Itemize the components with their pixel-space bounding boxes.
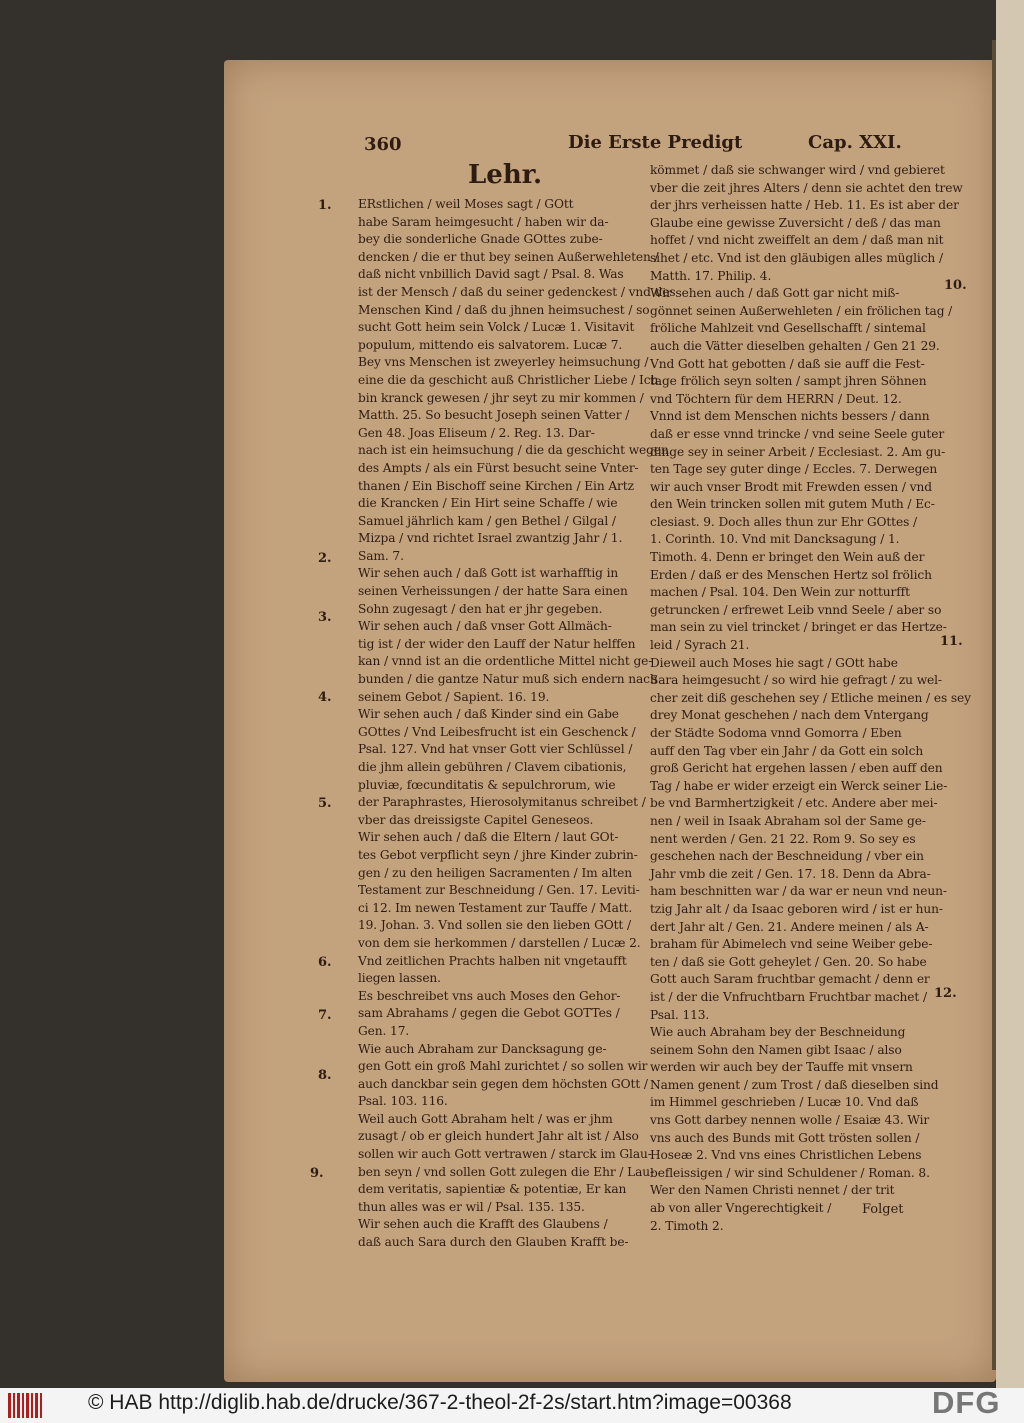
text-line: vber die zeit jhres Alters / denn sie achtet den trew <box>650 180 963 195</box>
text-line: im Himmel geschrieben / Lucæ 10. Vnd daß <box>650 1095 919 1110</box>
text-line: ham beschnitten war / da war er neun vnd neun- <box>650 884 947 899</box>
text-line: sollen wir auch Gott vertrawen / starck im Glau- <box>358 1147 652 1162</box>
text-line: Timoth. 4. Denn er bringet den Wein auß der <box>650 550 925 565</box>
text-line: clesiast. 9. Doch alles thun zur Ehr GOttes / <box>650 514 918 529</box>
text-line: vnd Töchtern für dem HERRN / Deut. 12. <box>650 391 902 406</box>
text-line: zusagt / ob er gleich hundert Jahr alt ist / Also <box>358 1129 639 1144</box>
text-line: man sein zu viel trincket / bringet er das Hertze- <box>650 620 947 635</box>
text-line: Wir sehen auch / daß Kinder sind ein Gabe <box>358 707 619 722</box>
text-line: tig ist / der wider den Lauff der Natur helffen <box>358 636 636 651</box>
text-line: Wir sehen auch / daß vnser Gott Allmäch- <box>358 619 612 634</box>
section-heading: Lehr. <box>468 160 543 190</box>
text-line: getruncken / erfrewet Leib vnnd Seele / aber so <box>650 602 942 617</box>
text-line: Gen 48. Joas Eliseum / 2. Reg. 13. Dar- <box>358 425 595 440</box>
adjacent-page-edge <box>996 0 1024 1388</box>
text-line: der jhrs verheissen hatte / Heb. 11. Es ist aber der <box>650 198 959 213</box>
text-line: die Krancken / Ein Hirt seine Schaffe / wie <box>358 496 618 511</box>
text-line: gönnet seinen Außerwehleten / ein frölichen tag / <box>650 303 953 318</box>
copyright-url-text: © HAB http://diglib.hab.de/drucke/367-2-theol-2f-2s/start.htm?image=00368 <box>88 1391 792 1414</box>
text-line: ten Tage sey guter dinge / Eccles. 7. Derwegen <box>650 462 938 477</box>
text-line: ten / daß sie Gott geheylet / Gen. 20. So habe <box>650 954 927 969</box>
text-line: seinem Gebot / Sapient. 16. 19. <box>358 689 550 704</box>
text-line: nach ist ein heimsuchung / die da geschicht wegen <box>358 443 669 458</box>
margin-number: 3. <box>318 610 332 625</box>
text-line: GOttes / Vnd Leibesfrucht ist ein Geschenck / <box>358 724 636 739</box>
text-line: Matth. 17. Philip. 4. <box>650 268 772 283</box>
text-line: Psal. 113. <box>650 1007 710 1022</box>
text-line: daß nicht vnbillich David sagt / Psal. 8. Was <box>358 267 624 282</box>
barcode-stripes-icon <box>8 1393 42 1418</box>
text-line: seinen Verheissungen / der hatte Sara einen <box>358 584 628 599</box>
text-line: auch die Vätter dieselben gehalten / Gen 21 29. <box>650 338 940 353</box>
margin-number: 9. <box>310 1166 324 1181</box>
text-line: eine die da geschicht auß Christlicher Liebe / Ich <box>358 372 659 387</box>
text-line: Tag / habe er wider erzeigt ein Werck seiner Lie- <box>650 778 948 793</box>
text-line: Wie auch Abraham bey der Beschneidung <box>650 1025 906 1040</box>
text-line: nen / weil in Isaak Abraham sol der Same ge- <box>650 813 926 828</box>
text-line: Wir sehen auch / daß Gott ist warhafftig in <box>358 566 619 581</box>
text-line: daß er esse vnnd trincke / vnd seine Seele guter <box>650 426 945 441</box>
text-line: sihet / etc. Vnd ist den gläubigen alles müglich / <box>650 250 943 265</box>
text-line: Samuel jährlich kam / gen Bethel / Gilgal / <box>358 513 616 528</box>
text-line: sam Abrahams / gegen die Gebot GOTTes / <box>358 1006 620 1021</box>
text-line: werden wir auch bey der Tauffe mit vnsern <box>650 1060 913 1075</box>
text-line: Menschen Kind / daß du jhnen heimsuchest / so <box>358 302 650 317</box>
left-text-column <box>358 196 676 1252</box>
text-line: Vnnd ist dem Menschen nichts bessers / dann <box>650 409 930 424</box>
text-line: Sohn zugesagt / den hat er jhr gegeben. <box>358 601 603 616</box>
text-line: cher zeit diß geschehen sey / Etliche meinen / es sey <box>650 690 971 705</box>
text-line: ben seyn / vnd sollen Gott zulegen die Ehr / Lau- <box>358 1164 655 1179</box>
text-line: Gott auch Saram fruchtbar gemacht / denn er <box>650 972 930 987</box>
text-line: Psal. 127. Vnd hat vnser Gott vier Schlüssel / <box>358 742 633 757</box>
text-line: braham für Abimelech vnd seine Weiber gebe- <box>650 937 933 952</box>
margin-number: 7. <box>318 1008 332 1023</box>
margin-number: 1. <box>318 198 332 213</box>
text-line: 1. Corinth. 10. Vnd mit Dancksagung / 1. <box>650 532 900 547</box>
text-line: pluviæ, fœcunditatis & sepulchrorum, wie <box>358 777 616 792</box>
text-line: Wir sehen auch / daß Gott gar nicht miß- <box>650 286 900 301</box>
text-line: thun alles was er wil / Psal. 135. 135. <box>358 1199 585 1214</box>
text-line: be vnd Barmhertzigkeit / etc. Andere aber mei- <box>650 796 938 811</box>
text-line: Wie auch Abraham zur Dancksagung ge- <box>358 1041 607 1056</box>
text-line: dem veritatis, sapientiæ & potentiæ, Er kan <box>358 1182 627 1197</box>
text-line: fröliche Mahlzeit vnd Gesellschafft / sintemal <box>650 321 926 336</box>
margin-number: 4. <box>318 690 332 705</box>
text-line: Psal. 103. 116. <box>358 1094 448 1109</box>
text-line: Jahr vmb die zeit / Gen. 17. 18. Denn da Abra- <box>650 866 931 881</box>
text-line: leid / Syrach 21. <box>650 638 750 653</box>
catchword: Folget <box>862 1202 904 1217</box>
text-line: der Städte Sodoma vnnd Gomorra / Eben <box>650 726 902 740</box>
margin-number: 12. <box>934 986 957 1001</box>
text-line: 2. Timoth 2. <box>650 1218 724 1233</box>
text-line: Matth. 25. So besucht Joseph seinen Vatter / <box>358 408 630 423</box>
text-line: gen Gott ein groß Mahl zurichtet / so sollen wir <box>358 1059 648 1074</box>
text-line: vns Gott darbey nennen wolle / Esaiæ 43. Wir <box>650 1113 930 1128</box>
text-line: die jhm allein gebühren / Clavem cibationis, <box>358 760 627 774</box>
margin-number: 11. <box>940 634 963 649</box>
chapter-label: Cap. XXI. <box>808 132 902 153</box>
text-line: populum, mittendo eis salvatorem. Lucæ 7. <box>358 337 623 352</box>
text-line: von dem sie herkommen / darstellen / Lucæ 2. <box>358 935 641 950</box>
text-line: 19. Johan. 3. Vnd sollen sie den lieben GOtt / <box>358 918 631 933</box>
text-line: Namen genent / zum Trost / daß dieselben sind <box>650 1077 939 1092</box>
text-line: Vnd Gott hat gebotten / daß sie auff die Fest- <box>650 356 925 371</box>
text-line: tzig Jahr alt / da Isaac geboren wird / ist er hun- <box>650 901 943 916</box>
text-line: Dieweil auch Moses hie sagt / GOtt habe <box>650 655 898 670</box>
text-line: Es beschreibet vns auch Moses den Gehor- <box>358 988 621 1003</box>
text-line: Sam. 7. <box>358 548 404 563</box>
text-line: kan / vnnd ist an die ordentliche Mittel nicht ge- <box>358 654 653 669</box>
text-line: vns auch des Bunds mit Gott trösten sollen / <box>650 1130 920 1145</box>
running-title: Die Erste Predigt <box>568 132 743 153</box>
text-line: bey die sonderliche Gnade GOttes zube- <box>358 232 603 247</box>
text-line: ERstlichen / weil Moses sagt / GOtt <box>358 197 574 211</box>
text-line: daß auch Sara durch den Glauben Krafft be- <box>358 1235 629 1250</box>
text-line: bin kranck gewesen / jhr seyt zu mir kommen / <box>358 390 644 405</box>
text-line: Testament zur Beschneidung / Gen. 17. Leviti- <box>358 883 640 898</box>
text-line: bunden / die gantze Natur muß sich endern nach <box>358 672 658 687</box>
text-line: Gen. 17. <box>358 1023 410 1038</box>
text-line: machen / Psal. 104. Den Wein zur notturfft <box>650 585 910 600</box>
margin-number: 5. <box>318 796 332 811</box>
text-line: ist / der die Vnfruchtbarn Fruchtbar machet / <box>650 989 927 1004</box>
text-line: Vnd zeitlichen Prachts halben nit vngetaufft <box>358 953 627 968</box>
text-line: Erden / daß er des Menschen Hertz sol frölich <box>650 567 932 582</box>
text-line: seinem Sohn den Namen gibt Isaac / also <box>650 1042 902 1057</box>
text-line: Wer den Namen Christi nennet / der trit <box>650 1183 895 1198</box>
text-line: hoffet / vnd nicht zweiffelt an dem / daß man nit <box>650 233 944 248</box>
text-line: Bey vns Menschen ist zweyerley heimsuchung / <box>358 355 649 370</box>
text-line: Hoseæ 2. Vnd vns eines Christlichen Lebens <box>650 1148 922 1163</box>
margin-number: 8. <box>318 1068 332 1083</box>
text-line: des Ampts / als ein Fürst besucht seine Vnter- <box>358 460 639 475</box>
text-line: auff den Tag vber ein Jahr / da Gott ein solch <box>650 743 924 758</box>
text-line: vber das dreissigste Capitel Geneseos. <box>358 812 594 827</box>
text-line: tes Gebot verpflicht seyn / jhre Kinder zubrin- <box>358 847 638 862</box>
text-line: Wir sehen auch die Krafft des Glaubens / <box>358 1217 608 1232</box>
right-text-column <box>650 162 971 1235</box>
margin-number: 2. <box>318 551 332 566</box>
text-line: tage frölich seyn solten / sampt jhren Söhnen <box>650 374 927 389</box>
text-line: kömmet / daß sie schwanger wird / vnd gebieret <box>650 163 945 177</box>
text-line: Wir sehen auch / daß die Eltern / laut GOt- <box>358 830 619 845</box>
margin-number: 10. <box>944 278 967 293</box>
text-line: thanen / Ein Bischoff seine Kirchen / Ein Artz <box>358 478 634 493</box>
text-line: Glaube eine gewisse Zuversicht / deß / das man <box>650 215 941 230</box>
text-line: Weil auch Gott Abraham helt / was er jhm <box>358 1111 613 1126</box>
text-line: drey Monat geschehen / nach dem Vntergang <box>650 708 929 723</box>
text-line: habe Saram heimgesucht / haben wir da- <box>358 214 609 229</box>
margin-number: 6. <box>318 955 332 970</box>
text-line: dinge sey in seiner Arbeit / Ecclesiast. 2. Am gu- <box>650 444 946 459</box>
text-line: sucht Gott heim sein Volck / Lucæ 1. Visitavit <box>358 320 635 335</box>
text-line: ci 12. Im newen Testament zur Tauffe / Matt. <box>358 900 633 915</box>
text-line: groß Gericht hat ergehen lassen / eben auff den <box>650 761 943 776</box>
text-line: nent werden / Gen. 21 22. Rom 9. So sey es <box>650 831 916 846</box>
text-line: der Paraphrastes, Hierosolymitanus schreibet / <box>358 795 646 810</box>
text-line: Sara heimgesucht / so wird hie gefragt / zu wel- <box>650 673 942 688</box>
text-line: ab von aller Vngerechtigkeit / <box>650 1201 832 1216</box>
text-line: ist der Mensch / daß du seiner gedenckest / vnd des <box>358 284 676 299</box>
text-line: den Wein trincken sollen mit gutem Muth / Ec- <box>650 497 935 512</box>
text-line: befleissigen / wir sind Schuldener / Roman. 8. <box>650 1165 930 1180</box>
text-line: dencken / die er thut bey seinen Außerwehleten / <box>358 249 659 264</box>
text-line: gen / zu den heiligen Sacramenten / Im alten <box>358 865 633 880</box>
text-line: auch danckbar sein gegen dem höchsten GOtt / <box>358 1076 648 1091</box>
text-line: dert Jahr alt / Gen. 21. Andere meinen / als A- <box>650 919 929 934</box>
text-line: geschehen nach der Beschneidung / vber ein <box>650 849 924 864</box>
text-line: liegen lassen. <box>358 971 441 986</box>
dfg-logo: DFG <box>932 1385 1001 1420</box>
text-line: Mizpa / vnd richtet Israel zwantzig Jahr / 1. <box>358 531 623 546</box>
page-number: 360 <box>364 134 402 155</box>
text-line: wir auch vnser Brodt mit Frewden essen / vnd <box>650 479 932 494</box>
